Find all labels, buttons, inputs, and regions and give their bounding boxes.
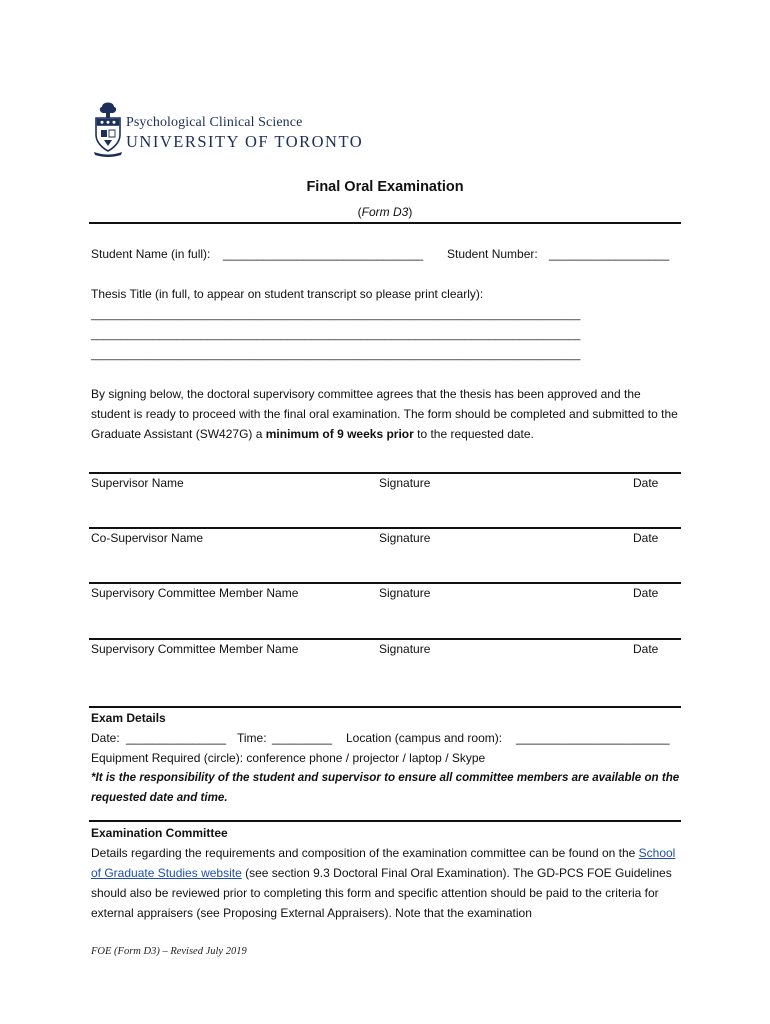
exam-committee-text-1: Details regarding the requirements and composition of the examination committee can be found on the xyxy=(91,846,639,860)
thesis-title-line-3[interactable]: ________________________________________________________________________________ xyxy=(91,349,581,361)
thesis-title-line-1[interactable]: ________________________________________________________________________________ xyxy=(91,309,581,321)
co-supervisor-date-label: Date xyxy=(633,531,659,545)
committee-member-1-signature-label: Signature xyxy=(379,586,431,600)
thesis-title-line-2[interactable]: ________________________________________________________________________________ xyxy=(91,329,581,341)
subtitle-open: ( xyxy=(357,205,362,219)
exam-location-label: Location (campus and room): xyxy=(346,731,503,745)
committee-member-2-date-label: Date xyxy=(633,642,659,656)
form-title: Final Oral Examination xyxy=(306,179,464,195)
exam-details-divider xyxy=(89,706,681,708)
student-number-field[interactable]: __________________ xyxy=(549,247,670,261)
supervisor-date-label: Date xyxy=(633,476,659,490)
agreement-text-1: By signing below, the doctoral supervisory committee agrees that the thesis has been approved and the student is ready to proceed with the final oral examination. The form should be completed and submitted to the Graduate Assistant (SW427G) a xyxy=(91,387,678,441)
student-name-label: Student Name (in full): xyxy=(91,247,211,261)
exam-time-label: Time: xyxy=(237,731,267,745)
supervisor-signature-label: Signature xyxy=(379,476,431,490)
supervisor-name-label: Supervisor Name xyxy=(91,476,184,490)
agreement-paragraph xyxy=(91,384,683,444)
agreement-deadline: minimum of 9 weeks prior xyxy=(265,427,414,441)
signature-divider xyxy=(89,472,681,474)
form-subtitle xyxy=(0,205,770,219)
student-number-label: Student Number: xyxy=(447,247,538,261)
university-logo xyxy=(93,97,373,159)
student-name-field[interactable]: ______________________________ xyxy=(223,247,424,261)
exam-committee-heading: Examination Committee xyxy=(91,826,228,840)
crest-icon xyxy=(93,97,123,157)
subtitle-close: ) xyxy=(408,205,413,219)
exam-location-field[interactable]: _______________________ xyxy=(516,731,670,745)
co-supervisor-signature-label: Signature xyxy=(379,531,431,545)
committee-member-2-name-label: Supervisory Committee Member Name xyxy=(91,642,299,656)
subtitle-form-code: Form D3 xyxy=(361,205,409,219)
logo-university: UNIVERSITY OF TORONTO xyxy=(126,132,364,151)
form-footer: FOE (Form D3) – Revised July 2019 xyxy=(91,946,247,957)
exam-date-field[interactable]: _______________ xyxy=(126,731,227,745)
logo-department: Psychological Clinical Science xyxy=(126,115,303,130)
exam-time-field[interactable]: _________ xyxy=(272,731,333,745)
signature-divider xyxy=(89,638,681,640)
signature-divider xyxy=(89,527,681,529)
committee-member-1-name-label: Supervisory Committee Member Name xyxy=(91,586,299,600)
thesis-title-label: Thesis Title (in full, to appear on student transcript so please print clearly): xyxy=(91,287,484,301)
committee-member-1-date-label: Date xyxy=(633,586,659,600)
equipment-required: Equipment Required (circle): conference phone / projector / laptop / Skype xyxy=(91,751,486,765)
exam-committee-paragraph xyxy=(91,843,683,923)
exam-committee-divider xyxy=(89,820,681,822)
signature-divider xyxy=(89,582,681,584)
exam-committee-text-2: (see section 9.3 Doctoral Final Oral Examination). The GD-PCS FOE Guidelines should also be reviewed prior to completing this form and specific attention should be paid to the criteria for external appraisers (see Proposing External Appraisers). Note that the examination xyxy=(91,866,672,920)
availability-notice: *It is the responsibility of the student and supervisor to ensure all committee members are available on the requested date and time. xyxy=(91,771,680,804)
committee-member-2-signature-label: Signature xyxy=(379,642,431,656)
title-divider xyxy=(89,222,681,224)
exam-date-label: Date: xyxy=(91,731,120,745)
exam-details-heading: Exam Details xyxy=(91,711,166,725)
co-supervisor-name-label: Co-Supervisor Name xyxy=(91,531,204,545)
sgs-website-link[interactable]: School of Graduate Studies website xyxy=(91,846,676,880)
agreement-text-2: to the requested date. xyxy=(413,427,534,441)
